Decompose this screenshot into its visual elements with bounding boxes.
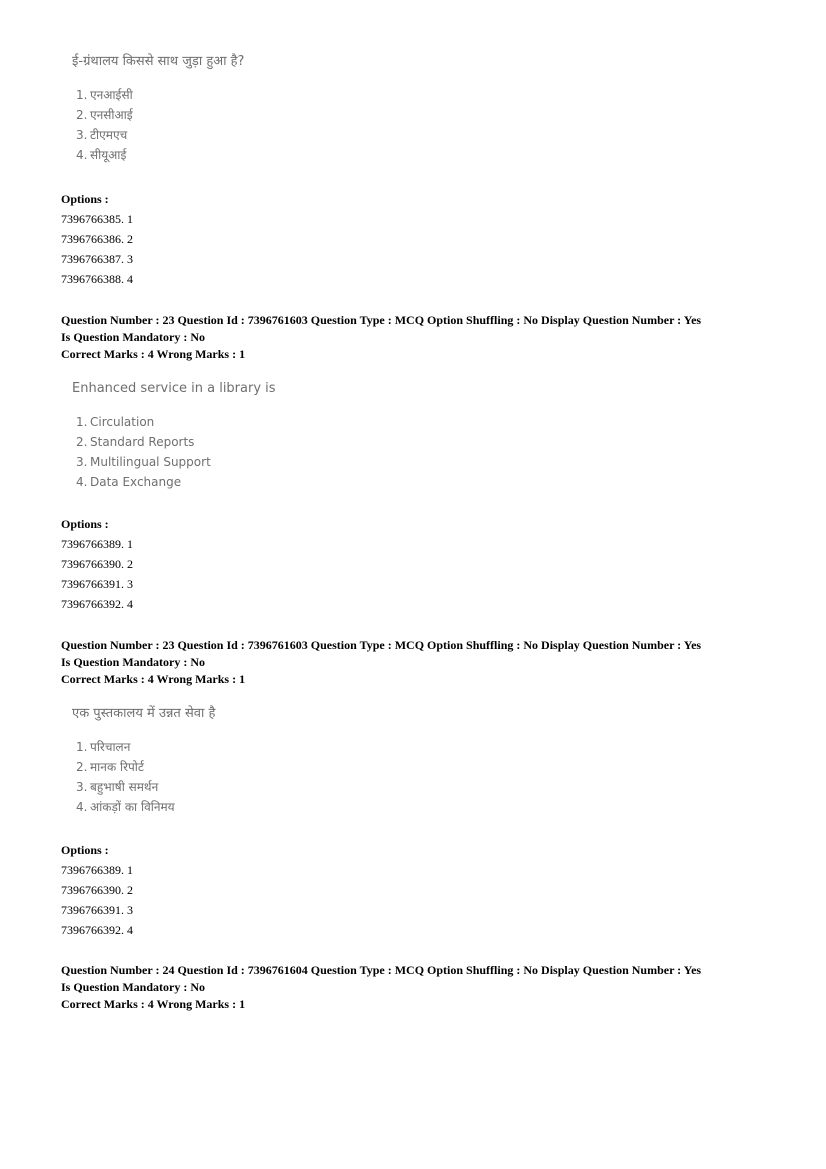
question-meta-line: Question Number : 23 Question Id : 7396761603 Question Type : MCQ Option Shuffling : No Display Question Number : Yes [61, 313, 702, 327]
option-id: 7396766387. 3 [61, 252, 133, 266]
options-block-q22 [61, 189, 786, 289]
choice-item: 2. Standard Reports [76, 435, 195, 449]
question-23-english-image [72, 380, 276, 492]
option-id: 7396766390. 2 [61, 557, 133, 571]
options-label: Options : [61, 192, 109, 206]
options-block-q23-english [61, 514, 786, 614]
question-marks-line: Correct Marks : 4 Wrong Marks : 1 [61, 672, 246, 686]
question-text: एक पुस्तकालय में उन्नत सेवा है [72, 706, 216, 721]
question-23-header-hindi [61, 637, 786, 688]
choice-list [72, 737, 215, 817]
options-label: Options : [61, 843, 109, 857]
question-marks-line: Correct Marks : 4 Wrong Marks : 1 [61, 997, 246, 1011]
option-id: 7396766388. 4 [61, 272, 133, 286]
question-meta-line: Question Number : 23 Question Id : 7396761603 Question Type : MCQ Option Shuffling : No Display Question Number : Yes [61, 638, 702, 652]
question-23-header [61, 312, 786, 363]
option-id: 7396766392. 4 [61, 597, 133, 611]
choice-item: 4. Data Exchange [76, 475, 182, 489]
question-24-header [61, 962, 786, 1013]
question-text: Enhanced service in a library is [72, 381, 276, 396]
choice-item: 2. मानक रिपोर्ट [76, 760, 144, 774]
choice-item: 3. बहुभाषी समर्थन [76, 780, 159, 794]
option-id: 7396766389. 1 [61, 863, 133, 877]
question-mandatory-line: Is Question Mandatory : No [61, 330, 206, 344]
option-id: 7396766392. 4 [61, 923, 133, 937]
choice-item: 1. Circulation [76, 415, 155, 429]
question-22-hindi-image [72, 53, 244, 165]
option-id: 7396766386. 2 [61, 232, 133, 246]
question-meta-line: Question Number : 24 Question Id : 7396761604 Question Type : MCQ Option Shuffling : No Display Question Number : Yes [61, 963, 702, 977]
question-23-hindi-image [72, 705, 215, 817]
choice-list [72, 85, 244, 165]
question-marks-line: Correct Marks : 4 Wrong Marks : 1 [61, 347, 246, 361]
choice-item: 1. एनआईसी [76, 88, 133, 102]
choice-list [72, 412, 276, 492]
option-id: 7396766391. 3 [61, 577, 133, 591]
choice-item: 3. Multilingual Support [76, 455, 211, 469]
option-id: 7396766391. 3 [61, 903, 133, 917]
question-mandatory-line: Is Question Mandatory : No [61, 980, 206, 994]
option-id: 7396766389. 1 [61, 537, 133, 551]
choice-item: 3. टीएमएच [76, 128, 128, 142]
question-mandatory-line: Is Question Mandatory : No [61, 655, 206, 669]
choice-item: 1. परिचालन [76, 740, 131, 754]
question-text: ई-ग्रंथालय किससे साथ जुड़ा हुआ है? [72, 54, 245, 69]
options-block-q23-hindi [61, 840, 786, 940]
choice-item: 2. एनसीआई [76, 108, 133, 122]
choice-item: 4. आंकड़ों का विनिमय [76, 800, 175, 814]
option-id: 7396766385. 1 [61, 212, 133, 226]
options-label: Options : [61, 517, 109, 531]
option-id: 7396766390. 2 [61, 883, 133, 897]
choice-item: 4. सीयूआई [76, 148, 127, 162]
